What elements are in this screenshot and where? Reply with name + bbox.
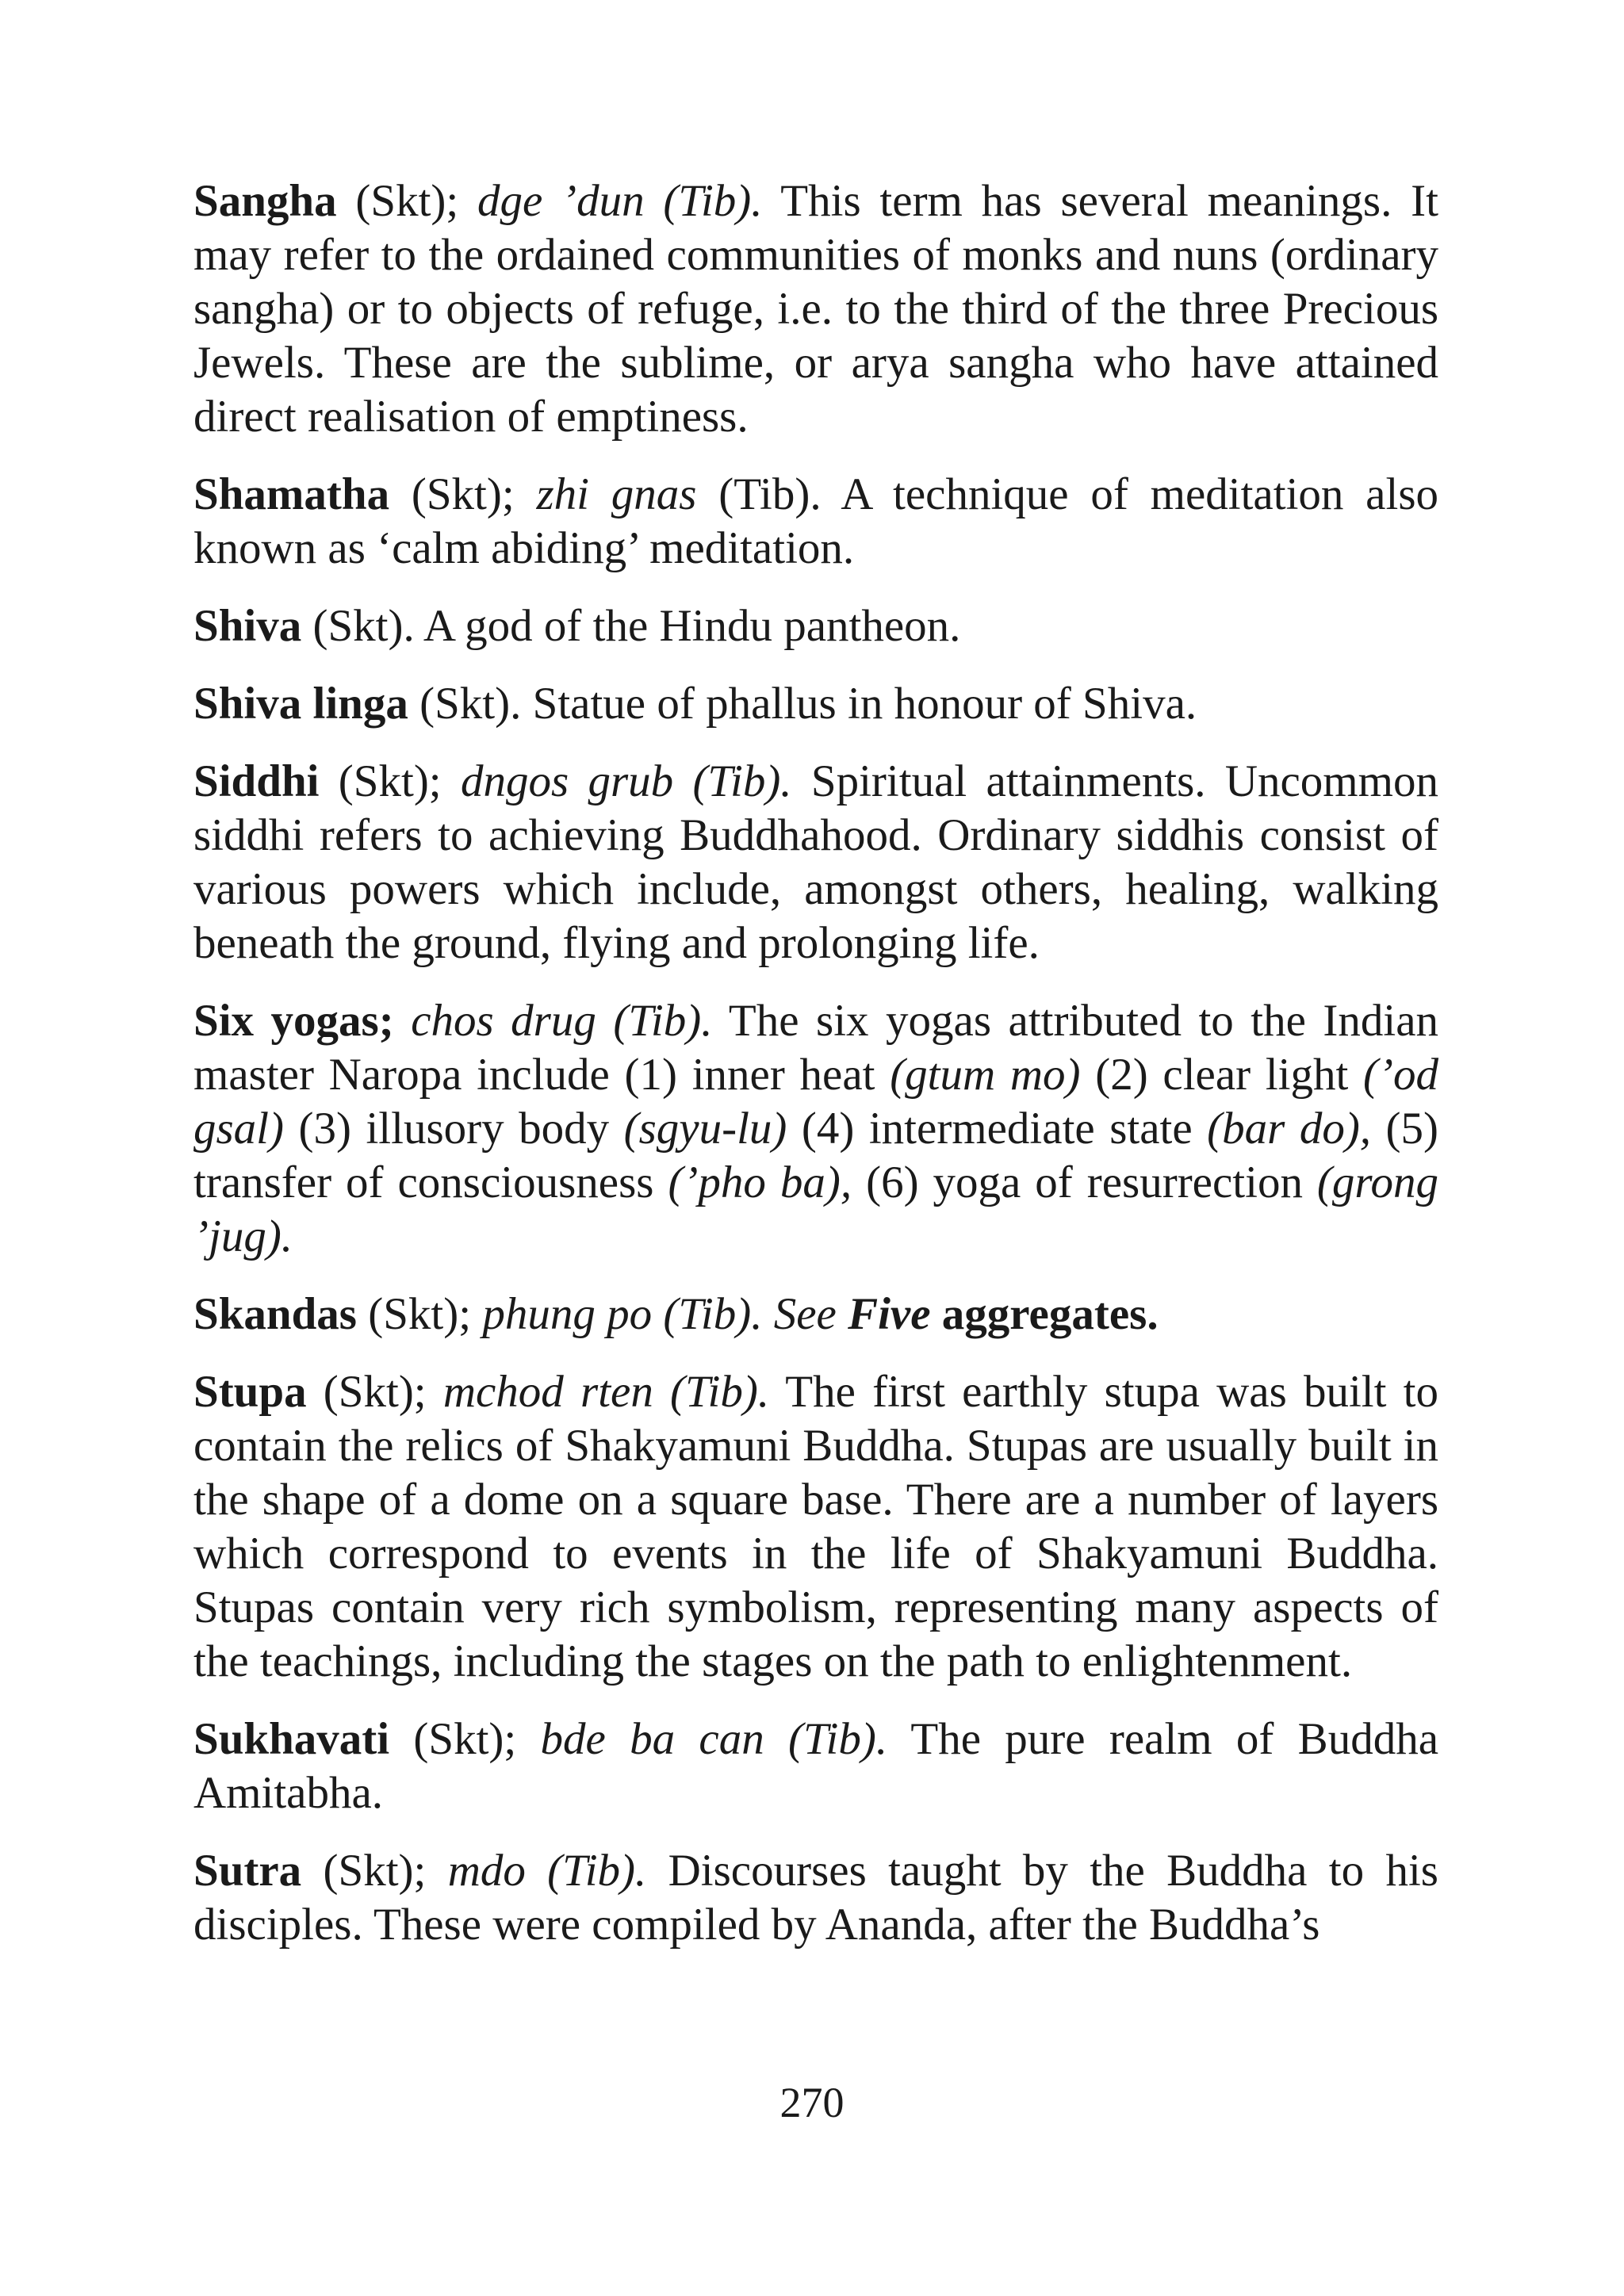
glossary-term: Stupa (193, 1367, 307, 1417)
glossary-emphasis: mdo (Tib). (447, 1846, 647, 1896)
glossary-text-run: (Skt); (306, 1367, 443, 1417)
glossary-entry-six-yogas (193, 994, 1438, 1264)
glossary-entry-sutra (193, 1844, 1438, 1952)
glossary-text-run: The six yogas attributed to the Indian master Naropa include (1) inner heat (193, 996, 1439, 1100)
glossary-text-run: (Skt); (336, 176, 478, 226)
glossary-text-run: (Tib). A technique of meditation also known as ‘calm abiding’ meditation. (193, 469, 1438, 573)
glossary-term: Sukhavati (193, 1714, 390, 1764)
glossary-term: Shiva (193, 601, 302, 651)
glossary-emphasis: phung po (Tib). See (482, 1289, 848, 1339)
glossary-emphasis: (’pho ba), (668, 1158, 852, 1207)
glossary-term: Sangha (193, 176, 337, 226)
glossary-entry-shiva (193, 599, 1438, 653)
glossary-emphasis: (bar do), (1207, 1104, 1372, 1154)
glossary-term: Shamatha (193, 469, 390, 519)
glossary-term: Sutra (193, 1846, 302, 1896)
glossary-entry-shiva-linga (193, 677, 1438, 731)
glossary-text-run: Spiritual attainments. Uncommon siddhi refers to achieving Buddhahood. Ordinary siddhis consist of various powers which include, amongst others, healing, walking beneath the ground, flying and prolonging life. (193, 756, 1438, 968)
glossary-entry-stupa (193, 1365, 1438, 1689)
glossary-emphasis: mchod rten (Tib). (442, 1367, 770, 1417)
glossary-text-run: The first earthly stupa was built to contain the relics of Shakyamuni Buddha. Stupas are usually built in the shape of a dome on a square base. There are a number of layers which correspond to events in the life of Shakyamuni Buddha. Stupas contain very rich symbolism, representing many aspects of the teachings, including the stages on the path to enlightenment. (193, 1367, 1439, 1686)
glossary-emphasis: chos drug (Tib). (411, 996, 713, 1046)
glossary-text-run: (6) yoga of resurrection (852, 1158, 1317, 1207)
glossary-text-run: (Skt); (389, 1714, 541, 1764)
glossary-emphasis: zhi gnas (536, 469, 697, 519)
glossary-term: Siddhi (193, 756, 320, 806)
glossary-emphasis: (sgyu-lu) (623, 1104, 787, 1154)
glossary-emphasis: (’od gsal) (193, 1050, 1438, 1154)
glossary-text-run: (2) clear light (1080, 1050, 1364, 1100)
glossary-emphasis: dge ’dun (Tib). (477, 176, 763, 226)
glossary-entry-sukhavati (193, 1712, 1438, 1820)
glossary-text-run: Discourses taught by the Buddha to his disciples. These were compiled by Ananda, after the Buddha’s (193, 1846, 1438, 1950)
glossary-text-run: (4) intermediate state (787, 1104, 1208, 1154)
glossary-term: aggregates. (930, 1289, 1159, 1339)
glossary-text-run (394, 996, 412, 1046)
glossary-text-run: The pure realm of Buddha Amitabha. (193, 1714, 1438, 1818)
glossary-term: Six yogas; (193, 996, 394, 1046)
glossary-entry-siddhi (193, 755, 1438, 970)
glossary-text-run: This term has several meanings. It may refer to the ordained communities of monks and nuns (ordinary sangha) or to objects of refuge, i.e. to the third of the three Precious Jewels. These are the sublime, or arya sangha who have attained direct realisation of emptiness. (193, 176, 1438, 442)
glossary-emphasis: Five (848, 1289, 931, 1339)
glossary-text-run: (Skt). Statue of phallus in honour of Shiva. (408, 679, 1197, 729)
glossary-text (193, 174, 1438, 1976)
glossary-text-run: (3) illusory body (284, 1104, 624, 1154)
glossary-text-run: (Skt); (319, 756, 461, 806)
page-number: 270 (779, 2079, 845, 2126)
glossary-text-run: (5) transfer of consciousness (193, 1104, 1439, 1207)
glossary-emphasis: dngos grub (Tib). (460, 756, 792, 806)
glossary-emphasis: (grong ’jug). (193, 1158, 1438, 1261)
glossary-text-run: (Skt); (389, 469, 537, 519)
glossary-emphasis: bde ba can (Tib). (540, 1714, 888, 1764)
glossary-entry-sangha (193, 174, 1438, 444)
glossary-text-run: (Skt); (301, 1846, 448, 1896)
glossary-entry-skandas (193, 1288, 1438, 1341)
glossary-term: Skandas (193, 1289, 357, 1339)
glossary-text-run: (Skt). A god of the Hindu pantheon. (301, 601, 961, 651)
glossary-text-run: (Skt); (357, 1289, 483, 1339)
glossary-emphasis: (gtum mo) (890, 1050, 1081, 1100)
glossary-term: Shiva linga (193, 679, 408, 729)
glossary-entry-shamatha (193, 468, 1438, 576)
